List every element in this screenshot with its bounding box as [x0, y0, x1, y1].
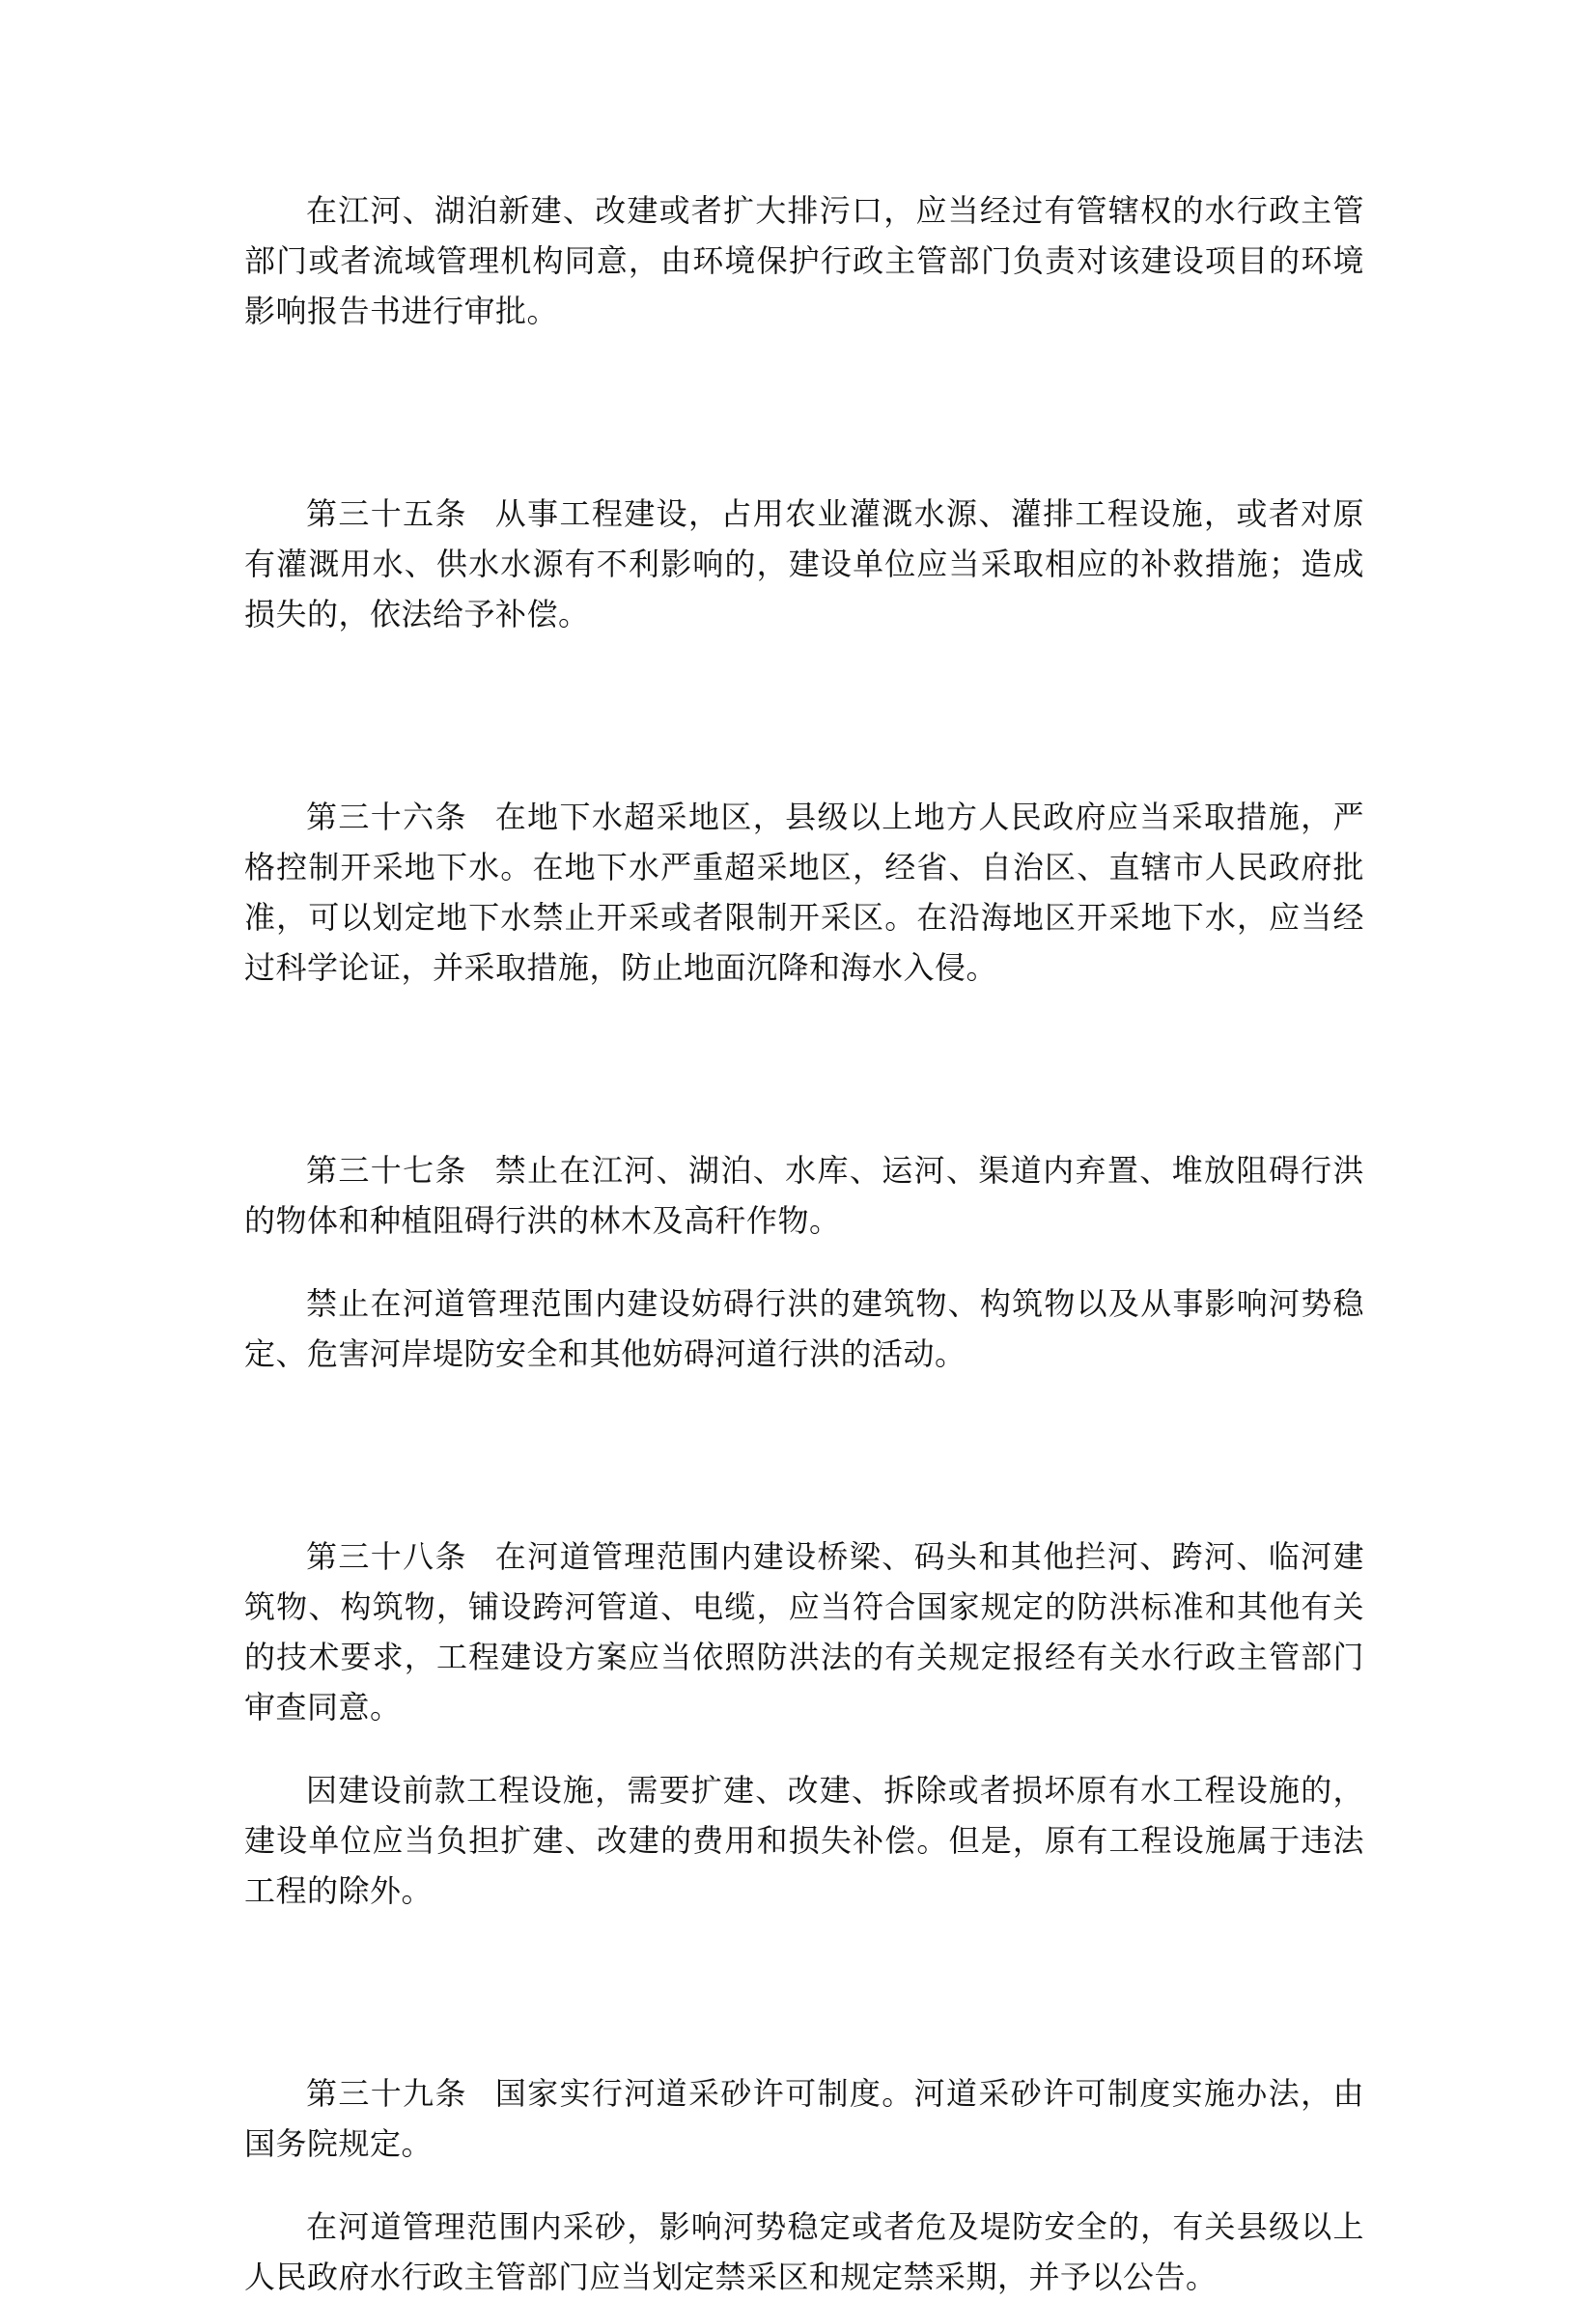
article-39 [244, 2068, 1364, 2169]
article-39-paragraph-2 [244, 2202, 1364, 2302]
article-37 [244, 1145, 1364, 1246]
paragraph-text: 禁止在江河、湖泊、水库、运河、渠道内弃置、堆放阻碍行洪的物体和种植阻碍行洪的林木及高秆作物。 [244, 1152, 1364, 1239]
paragraph-text: 在地下水超采地区，县级以上地方人民政府应当采取措施，严格控制开采地下水。在地下水严重超采地区，经省、自治区、直辖市人民政府批准，可以划定地下水禁止开采或者限制开采区。在沿海地区开采地下水，应当经过科学论证，并采取措施，防止地面沉降和海水入侵。 [244, 799, 1364, 986]
paragraph-text: 国家实行河道采砂许可制度。河道采砂许可制度实施办法，由国务院规定。 [244, 2075, 1364, 2162]
article-37-paragraph-2 [244, 1278, 1364, 1379]
article-38 [244, 1531, 1364, 1732]
paragraph-text: 在河道管理范围内建设桥梁、码头和其他拦河、跨河、临河建筑物、构筑物，铺设跨河管道、电缆，应当符合国家规定的防洪标准和其他有关的技术要求，工程建设方案应当依照防洪法的有关规定报经有关水行政主管部门审查同意。 [244, 1538, 1364, 1726]
document-body [244, 185, 1364, 2302]
paragraph-text: 在河道管理范围内采砂，影响河势稳定或者危及堤防安全的，有关县级以上人民政府水行政主管部门应当划定禁采区和规定禁采期，并予以公告。 [244, 2208, 1364, 2295]
paragraph-drain-outlet [244, 185, 1364, 336]
article-number: 第三十五条 [306, 495, 467, 532]
article-number: 第三十八条 [306, 1538, 467, 1575]
article-36 [244, 792, 1364, 993]
paragraph-text: 禁止在河道管理范围内建设妨碍行洪的建筑物、构筑物以及从事影响河势稳定、危害河岸堤防安全和其他妨碍河道行洪的活动。 [244, 1285, 1364, 1372]
paragraph-text: 从事工程建设，占用农业灌溉水源、灌排工程设施，或者对原有灌溉用水、供水水源有不利影响的，建设单位应当采取相应的补救措施；造成损失的，依法给予补偿。 [244, 495, 1364, 632]
article-number: 第三十六条 [306, 799, 467, 835]
article-number: 第三十七条 [306, 1152, 467, 1189]
article-number: 第三十九条 [306, 2075, 467, 2112]
paragraph-text: 在江河、湖泊新建、改建或者扩大排污口，应当经过有管辖权的水行政主管部门或者流域管理机构同意，由环境保护行政主管部门负责对该建设项目的环境影响报告书进行审批。 [244, 192, 1364, 329]
paragraph-text: 因建设前款工程设施，需要扩建、改建、拆除或者损坏原有水工程设施的，建设单位应当负担扩建、改建的费用和损失补偿。但是，原有工程设施属于违法工程的除外。 [244, 1772, 1364, 1909]
article-38-paragraph-2 [244, 1765, 1364, 1916]
article-35 [244, 489, 1364, 639]
